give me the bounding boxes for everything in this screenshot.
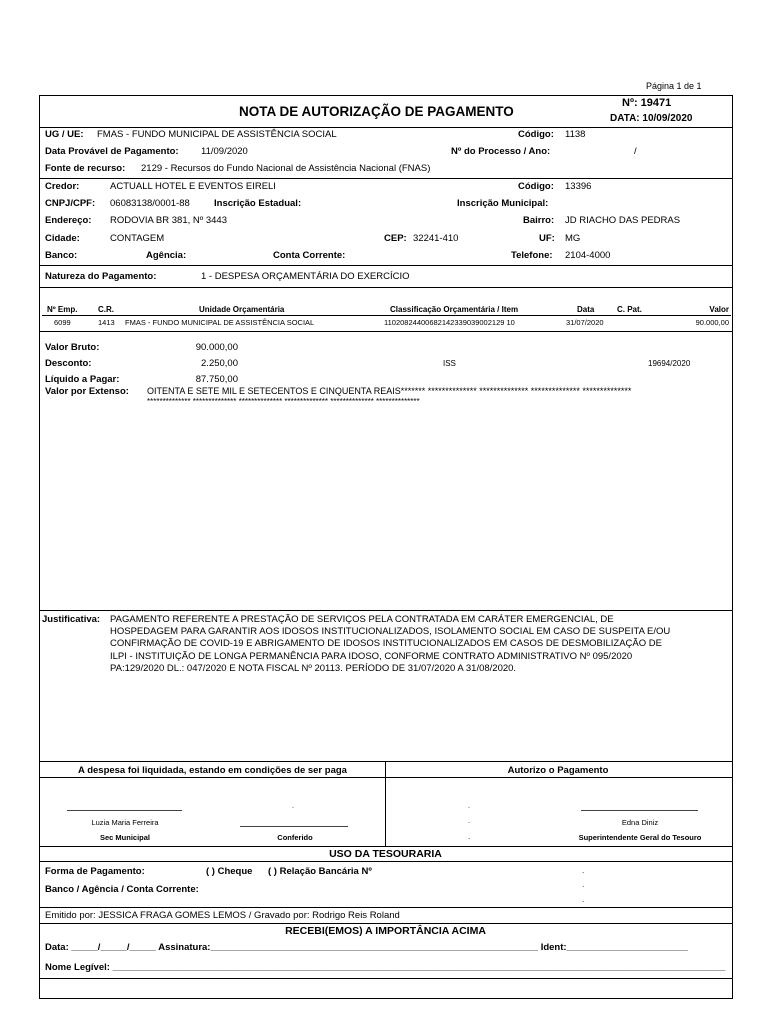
credor-codigo: 13396 bbox=[565, 181, 592, 192]
table-header-data: Data bbox=[577, 305, 595, 314]
ug-label: UG / UE: bbox=[45, 129, 84, 140]
liquido-value: 87.750,00 bbox=[195, 374, 238, 385]
processo-value: / bbox=[634, 146, 637, 157]
ug-codigo: 1138 bbox=[565, 129, 586, 140]
extenso-line-2: ************** ************** ************** ************** ************** ************** bbox=[147, 397, 420, 406]
cnpj-value: 06083138/0001-88 bbox=[110, 198, 190, 209]
table-header-valor: Valor bbox=[709, 305, 729, 314]
table-cell-cr: 1413 bbox=[98, 318, 115, 327]
cidade-label: Cidade: bbox=[45, 233, 80, 244]
document-date: DATA: 10/09/2020 bbox=[610, 113, 693, 124]
inscricao-estadual-label: Inscrição Estadual: bbox=[214, 198, 302, 209]
signature-dot: . bbox=[468, 803, 470, 810]
forma-pagamento-label: Forma de Pagamento: bbox=[45, 866, 145, 877]
data-provavel-label: Data Provável de Pagamento: bbox=[45, 146, 179, 157]
signature-right-header: Autorizo o Pagamento bbox=[507, 765, 609, 776]
desconto-ref: 19694/2020 bbox=[648, 359, 691, 368]
signature-line-2 bbox=[240, 826, 348, 827]
natureza-value: 1 - DESPESA ORÇAMENTÁRIA DO EXERCÍCIO bbox=[201, 271, 410, 282]
justificativa-line: CONFIRMAÇÃO DE COVID-19 E ABRIGAMENTO DE IDOSOS INSTITUCIONALIZADOS EM CASOS DE DESMOBILIZAÇÃO DE bbox=[110, 638, 662, 650]
credor-value: ACTUALL HOTEL E EVENTOS EIRELI bbox=[110, 181, 276, 192]
valor-bruto: 90.000,00 bbox=[195, 342, 238, 353]
divider bbox=[39, 265, 733, 266]
table-header-cpat: C. Pat. bbox=[617, 305, 642, 314]
divider bbox=[39, 777, 733, 778]
tesouraria-dot: . bbox=[582, 895, 585, 904]
divider bbox=[39, 907, 733, 908]
extenso-line-1: OITENTA E SETE MIL E SETECENTOS E CINQUENTA REAIS******* ************** ************** ************** ************** bbox=[147, 386, 632, 396]
signatory-role-2: Conferido bbox=[277, 833, 313, 842]
table-header-unidade: Unidade Orçamentária bbox=[199, 305, 285, 314]
document-frame bbox=[39, 95, 733, 999]
telefone-value: 2104-4000 bbox=[565, 250, 611, 261]
signature-left-header: A despesa foi liquidada, estando em condições de ser paga bbox=[78, 765, 347, 776]
tesouraria-title: USO DA TESOURARIA bbox=[329, 848, 442, 860]
page-number: Página 1 de 1 bbox=[646, 81, 702, 91]
justificativa-line: ILPI - INSTITUIÇÃO DE LONGA PERMANÊNCIA PARA IDOSO, CONFORME CONTRATO ADMINISTRATIVO Nº 095/2020 bbox=[110, 650, 633, 662]
uf-label: UF: bbox=[539, 233, 555, 244]
divider bbox=[39, 978, 733, 979]
bairro-label: Bairro: bbox=[523, 215, 555, 226]
banco-conta-label: Banco / Agência / Conta Corrente: bbox=[45, 884, 199, 895]
signatory-role-1: Sec Municipal bbox=[99, 833, 150, 842]
cep-label: CEP: bbox=[384, 233, 407, 244]
conta-label: Conta Corrente: bbox=[273, 250, 346, 261]
signature-dot: . bbox=[468, 818, 470, 825]
cnpj-label: CNPJ/CPF: bbox=[45, 198, 96, 209]
divider bbox=[39, 127, 733, 128]
table-header-cr: C.R. bbox=[98, 305, 114, 314]
agencia-label: Agência: bbox=[146, 250, 187, 261]
desconto-value: 2.250,00 bbox=[201, 358, 238, 369]
data-provavel-value: 11/09/2020 bbox=[201, 146, 248, 157]
justificativa-text bbox=[110, 614, 670, 675]
valor-bruto-label: Valor Bruto: bbox=[45, 342, 100, 353]
tesouraria-dot: . bbox=[582, 880, 585, 889]
processo-label: Nº do Processo / Ano: bbox=[451, 146, 551, 157]
endereco-value: RODOVIA BR 381, Nº 3443 bbox=[110, 215, 227, 226]
natureza-label: Natureza do Pagamento: bbox=[45, 271, 157, 282]
document-number: Nº: 19471 bbox=[622, 97, 672, 109]
desconto-tipo: ISS bbox=[443, 359, 456, 368]
fonte-value: 2129 - Recursos do Fundo Nacional de Assistência Nacional (FNAS) bbox=[141, 163, 431, 174]
justificativa-line: PA:129/2020 DL.: 047/2020 E NOTA FISCAL Nº 20113. PERÍODO DE 31/07/2020 A 31/08/2020. bbox=[110, 662, 517, 674]
divider bbox=[39, 861, 733, 862]
divider bbox=[39, 287, 733, 288]
bairro-value: JD RIACHO DAS PEDRAS bbox=[565, 215, 681, 226]
recebi-data-line: Data: _____/_____/_____ Assinatura:______________________________________________________________ Ident:_______________________ bbox=[45, 942, 689, 953]
table-header-classificacao: Classificação Orçamentária / Item bbox=[390, 305, 519, 314]
uf-value: MG bbox=[565, 233, 581, 244]
relacao-bancaria-option[interactable]: ( ) Relação Bancária Nº bbox=[268, 866, 372, 877]
extenso-label: Valor por Extenso: bbox=[45, 386, 129, 397]
credor-label: Credor: bbox=[45, 181, 80, 192]
signature-divider bbox=[385, 762, 386, 846]
desconto-label: Desconto: bbox=[45, 358, 92, 369]
liquido-label: Líquido a Pagar: bbox=[45, 374, 120, 385]
recebi-title: RECEBI(EMOS) A IMPORTÂNCIA ACIMA bbox=[285, 925, 486, 937]
justificativa-line: HOSPEDAGEM PARA GARANTIR AOS IDOSOS INSTITUCIONALIZADOS, ISOLAMENTO SOCIAL EM CASO DE SUSPEITA E/OU bbox=[110, 626, 671, 638]
divider bbox=[39, 846, 733, 847]
fonte-label: Fonte de recurso: bbox=[45, 163, 126, 174]
table-header-emp: Nº Emp. bbox=[47, 305, 78, 314]
table-cell-unidade: FMAS - FUNDO MUNICIPAL DE ASSISTÊNCIA SOCIAL bbox=[125, 318, 315, 327]
table-cell-emp: 6099 bbox=[54, 318, 71, 327]
table-cell-data: 31/07/2020 bbox=[566, 318, 604, 327]
signatory-name-1: Luzia Maria Ferreira bbox=[91, 818, 159, 827]
cep-value: 32241-410 bbox=[413, 233, 459, 244]
inscricao-municipal-label: Inscrição Municipal: bbox=[457, 198, 549, 209]
ug-value: FMAS - FUNDO MUNICIPAL DE ASSISTÊNCIA SOCIAL bbox=[97, 129, 337, 140]
divider bbox=[39, 610, 733, 611]
banco-label: Banco: bbox=[45, 250, 78, 261]
endereco-label: Endereço: bbox=[45, 215, 92, 226]
divider bbox=[39, 331, 733, 332]
signatory-name-3: Edna Diniz bbox=[621, 818, 659, 827]
table-cell-valor: 90.000,00 bbox=[695, 318, 729, 327]
signature-dot: . bbox=[468, 832, 471, 841]
cheque-option[interactable]: ( ) Cheque bbox=[206, 866, 253, 877]
tesouraria-dot: . bbox=[582, 866, 585, 875]
justificativa-line: PAGAMENTO REFERENTE A PRESTAÇÃO DE SERVIÇOS PELA CONTRATADA EM CARÁTER EMERGENCIAL, DE bbox=[110, 614, 614, 625]
cidade-value: CONTAGEM bbox=[110, 233, 165, 244]
signature-line-3 bbox=[581, 810, 698, 811]
emitido-por: Emitido por: JESSICA FRAGA GOMES LEMOS / Gravado por: Rodrigo Reis Roland bbox=[45, 910, 400, 921]
ug-codigo-label: Código: bbox=[518, 129, 554, 140]
divider bbox=[39, 178, 733, 179]
divider bbox=[39, 923, 733, 924]
nome-legivel-line: Nome Legível: ____________________________________________________________________________________________________________________ bbox=[45, 962, 726, 973]
table-cell-classificacao: 11020824400682142339039002129 10 bbox=[384, 318, 515, 327]
signature-dot: . bbox=[292, 803, 294, 810]
table-rule bbox=[42, 315, 731, 316]
justificativa-label: Justificativa: bbox=[42, 614, 101, 625]
page-title: NOTA DE AUTORIZAÇÃO DE PAGAMENTO bbox=[239, 104, 514, 119]
signature-line-1 bbox=[67, 810, 182, 811]
telefone-label: Telefone: bbox=[511, 250, 553, 261]
divider bbox=[39, 761, 733, 762]
credor-codigo-label: Código: bbox=[518, 181, 554, 192]
signatory-role-3: Superintendente Geral do Tesouro bbox=[578, 833, 702, 842]
